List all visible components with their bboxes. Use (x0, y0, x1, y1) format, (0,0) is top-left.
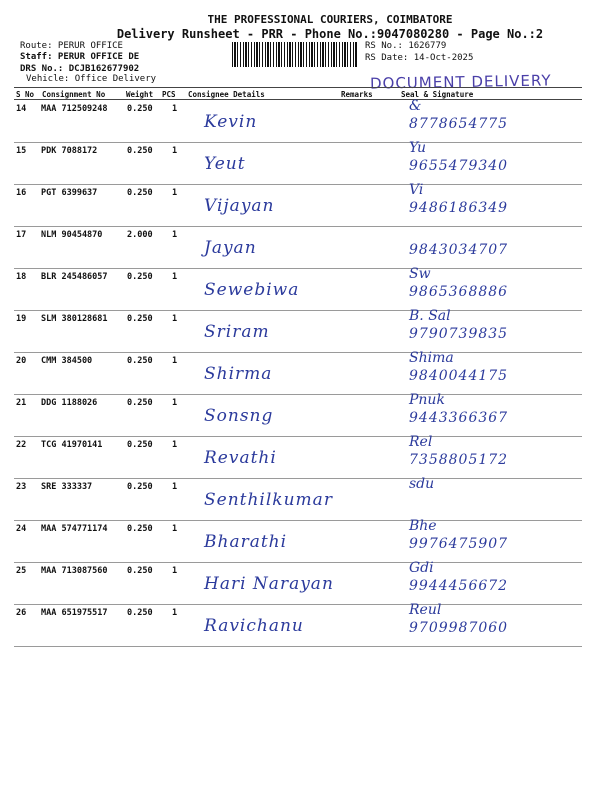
row-consignment: PGT 6399637 (41, 188, 98, 198)
row-consignment: CMM 384500 (41, 356, 93, 366)
table-row (14, 352, 582, 395)
signature: Bhe (409, 518, 437, 534)
row-pcs: 1 (172, 356, 178, 366)
consignee-name: Kevin (204, 112, 258, 132)
row-pcs: 1 (172, 398, 178, 408)
row-sno: 21 (16, 398, 27, 408)
header-rule-top (14, 87, 582, 88)
staff-label: Staff: PERUR OFFICE DE (20, 52, 140, 62)
row-consignment: SRE 333337 (41, 482, 93, 492)
row-consignment: MAA 651975517 (41, 608, 108, 618)
runsheet-title: Delivery Runsheet - PRR - Phone No.:9047080280 - Page No.:2 (116, 27, 544, 41)
row-sno: 14 (16, 104, 27, 114)
consignee-name: Sonsng (204, 406, 274, 426)
table-row (14, 478, 582, 521)
col-pcs: PCS (162, 90, 176, 99)
route-label: Route: PERUR OFFICE (20, 41, 123, 51)
receiver-phone: 9843034707 (409, 242, 509, 258)
table-row (14, 436, 582, 479)
row-consignment: MAA 713087560 (41, 566, 108, 576)
consignee-name: Sewebiwa (204, 280, 300, 300)
row-weight: 0.250 (127, 272, 153, 282)
signature: & (409, 98, 422, 114)
col-remarks: Remarks (341, 90, 373, 99)
receiver-phone: 9709987060 (409, 620, 509, 636)
row-weight: 0.250 (127, 314, 153, 324)
receiver-phone: 9655479340 (409, 158, 509, 174)
row-weight: 0.250 (127, 188, 153, 198)
row-sno: 22 (16, 440, 27, 450)
receiver-phone: 9976475907 (409, 536, 509, 552)
receiver-phone: 9865368886 (409, 284, 509, 300)
consignee-name: Senthilkumar (204, 490, 333, 510)
table-row (14, 184, 582, 227)
row-weight: 0.250 (127, 608, 153, 618)
row-pcs: 1 (172, 482, 178, 492)
col-weight: Weight (126, 90, 154, 99)
row-pcs: 1 (172, 608, 178, 618)
table-row (14, 562, 582, 605)
table-row (14, 604, 582, 647)
vehicle-label: Vehicle: Office Delivery (26, 74, 157, 84)
row-pcs: 1 (172, 146, 178, 156)
row-sno: 24 (16, 524, 27, 534)
row-pcs: 1 (172, 272, 178, 282)
row-sno: 17 (16, 230, 27, 240)
consignee-name: Hari Narayan (204, 574, 334, 594)
signature: Reul (409, 602, 442, 618)
row-weight: 0.250 (127, 566, 153, 576)
receiver-phone: 9486186349 (409, 200, 509, 216)
receiver-phone: 7358805172 (409, 452, 509, 468)
table-row (14, 520, 582, 563)
row-pcs: 1 (172, 566, 178, 576)
row-sno: 26 (16, 608, 27, 618)
consignee-name: Revathi (204, 448, 277, 468)
consignee-name: Shirma (204, 364, 273, 384)
row-weight: 0.250 (127, 524, 153, 534)
receiver-phone: 9944456672 (409, 578, 509, 594)
row-sno: 23 (16, 482, 27, 492)
row-consignment: BLR 245486057 (41, 272, 108, 282)
row-weight: 0.250 (127, 482, 153, 492)
receiver-phone: 9443366367 (409, 410, 509, 426)
row-sno: 19 (16, 314, 27, 324)
col-consignment: Consignment No (42, 90, 106, 99)
rs-number: RS No.: 1626779 (365, 41, 447, 51)
row-sno: 18 (16, 272, 27, 282)
row-pcs: 1 (172, 524, 178, 534)
row-sno: 25 (16, 566, 27, 576)
signature: Vi (409, 182, 424, 198)
row-weight: 0.250 (127, 146, 153, 156)
barcode-icon (232, 42, 358, 67)
consignee-name: Bharathi (204, 532, 288, 552)
row-consignment: MAA 712509248 (41, 104, 108, 114)
consignee-name: Jayan (204, 238, 257, 258)
table-row (14, 226, 582, 269)
table-row (14, 268, 582, 311)
row-sno: 20 (16, 356, 27, 366)
row-consignment: NLM 90454870 (41, 230, 103, 240)
row-weight: 0.250 (127, 398, 153, 408)
consignee-name: Vijayan (204, 196, 275, 216)
signature: Pnuk (409, 392, 445, 408)
row-consignment: TCG 41970141 (41, 440, 103, 450)
row-weight: 0.250 (127, 356, 153, 366)
row-pcs: 1 (172, 314, 178, 324)
row-sno: 16 (16, 188, 27, 198)
rs-date: RS Date: 14-Oct-2025 (365, 53, 474, 63)
receiver-phone: 8778654775 (409, 116, 509, 132)
table-row (14, 142, 582, 185)
signature: Rel (409, 434, 433, 450)
table-row (14, 394, 582, 437)
consignee-name: Yeut (204, 154, 246, 174)
col-sno: S No (16, 90, 35, 99)
row-pcs: 1 (172, 230, 178, 240)
row-consignment: PDK 7088172 (41, 146, 98, 156)
signature: sdu (409, 476, 435, 492)
document-delivery-stamp: DOCUMENT DELIVERY (369, 71, 552, 93)
consignee-name: Sriram (204, 322, 270, 342)
row-pcs: 1 (172, 440, 178, 450)
row-pcs: 1 (172, 104, 178, 114)
row-weight: 0.250 (127, 440, 153, 450)
table-row (14, 310, 582, 353)
receiver-phone: 9840044175 (409, 368, 509, 384)
row-consignment: SLM 380128681 (41, 314, 108, 324)
table-row (14, 100, 582, 143)
signature: Gdi (409, 560, 434, 576)
row-sno: 15 (16, 146, 27, 156)
signature: Sw (409, 266, 431, 282)
signature: B. Sal (409, 308, 451, 324)
col-signature: Seal & Signature (401, 90, 474, 99)
row-pcs: 1 (172, 188, 178, 198)
signature: Shima (409, 350, 454, 366)
col-consignee: Consignee Details (188, 90, 265, 99)
row-weight: 2.000 (127, 230, 153, 240)
row-weight: 0.250 (127, 104, 153, 114)
company-title: THE PROFESSIONAL COURIERS, COIMBATORE (207, 13, 453, 26)
row-consignment: DDG 1188026 (41, 398, 98, 408)
receiver-phone: 9790739835 (409, 326, 509, 342)
consignee-name: Ravichanu (204, 616, 304, 636)
signature: Yu (409, 140, 427, 156)
row-consignment: MAA 574771174 (41, 524, 108, 534)
drs-label: DRS No.: DCJB162677902 (20, 64, 140, 74)
